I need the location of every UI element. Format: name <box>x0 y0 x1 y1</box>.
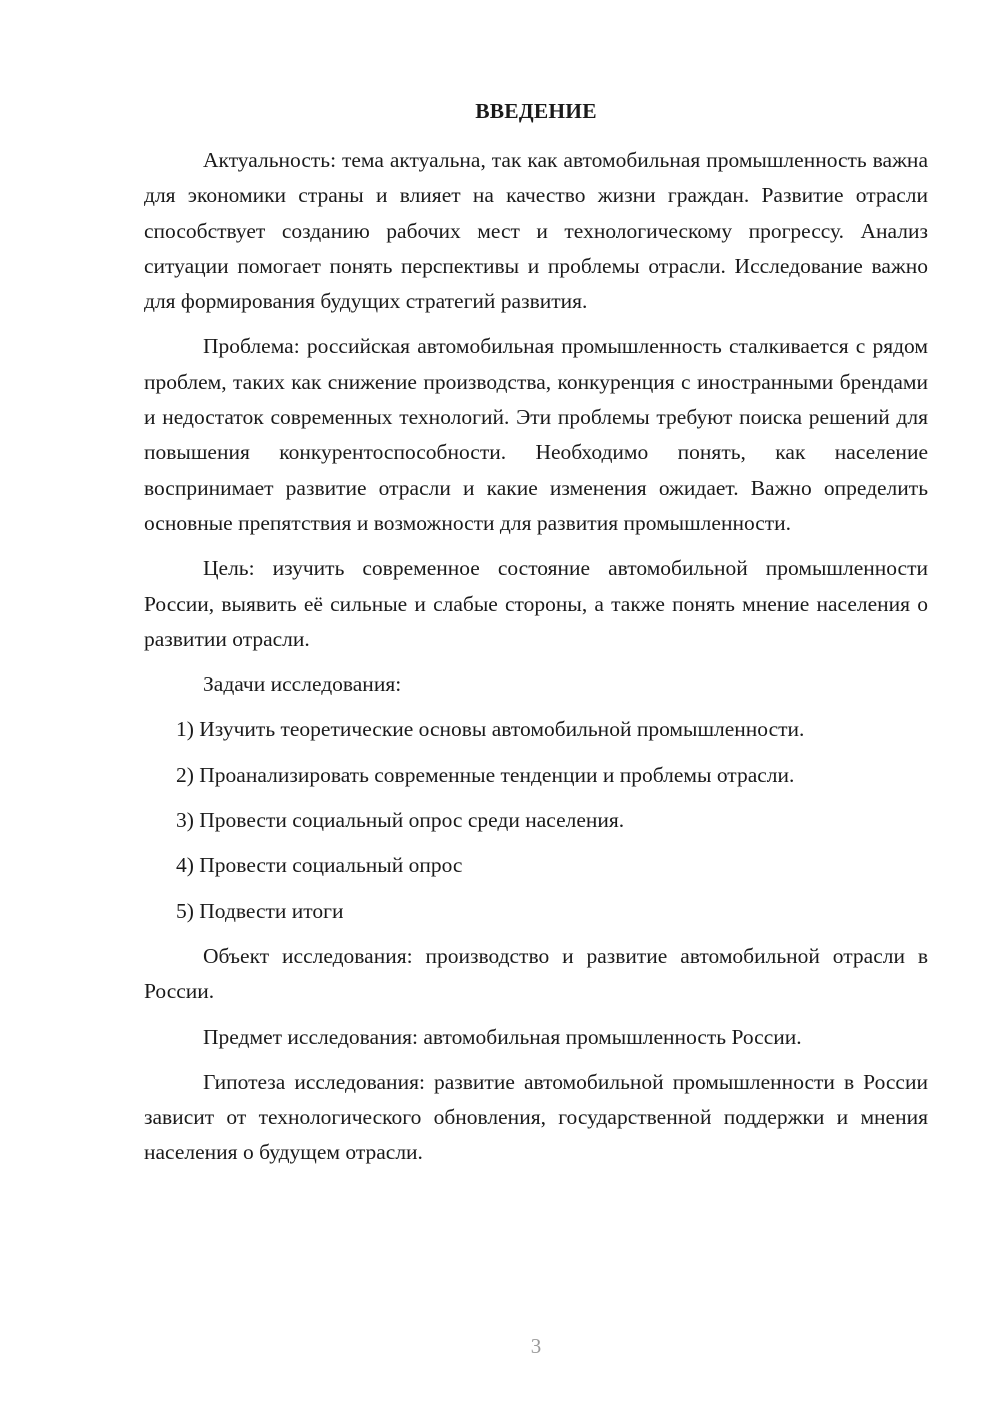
page-number: 3 <box>530 1334 542 1358</box>
task-item: 3) Провести социальный опрос среди населения. <box>176 808 625 833</box>
tasks-list <box>144 712 928 928</box>
object-paragraph: Объект исследования: производство и развитие автомобильной отрасли в России. <box>144 943 928 1004</box>
task-item: 5) Подвести итоги <box>176 898 344 923</box>
section-title: ВВЕДЕНИЕ <box>475 99 597 123</box>
problem-paragraph: Проблема: российская автомобильная промышленность сталкивается с рядом проблем, таких как снижение производства, конкуренция с иностранными брендами и недостаток современных технологий. Эти проблемы требуют поиска решений для повышения конкурентоспособности. Необходимо понять, как население воспринимает развитие отрасли и какие изменения ожидает. Важно определить основные препятствия и возможности для развития промышленности. <box>144 334 928 535</box>
task-item: 4) Провести социальный опрос <box>176 853 463 878</box>
task-item: 1) Изучить теоретические основы автомобильной промышленности. <box>176 717 805 742</box>
page-content <box>144 94 928 1171</box>
relevance-paragraph: Актуальность: тема актуальна, так как автомобильная промышленность важна для экономики страны и влияет на качество жизни граждан. Развитие отрасли способствует созданию рабочих мест и технологическому прогрессу. Анализ ситуации помогает понять перспективы и проблемы отрасли. Исследование важно для формирования будущих стратегий развития. <box>144 148 928 314</box>
tasks-heading: Задачи исследования: <box>203 672 402 697</box>
hypothesis-paragraph: Гипотеза исследования: развитие автомобильной промышленности в России зависит от технологического обновления, государственной поддержки и мнения населения о будущем отрасли. <box>144 1069 928 1165</box>
subject-paragraph: Предмет исследования: автомобильная промышленность России. <box>203 1024 802 1049</box>
goal-paragraph: Цель: изучить современное состояние автомобильной промышленности России, выявить её сильные и слабые стороны, а также понять мнение населения о развитии отрасли. <box>144 556 928 651</box>
task-item: 2) Проанализировать современные тенденции и проблемы отрасли. <box>176 762 795 787</box>
